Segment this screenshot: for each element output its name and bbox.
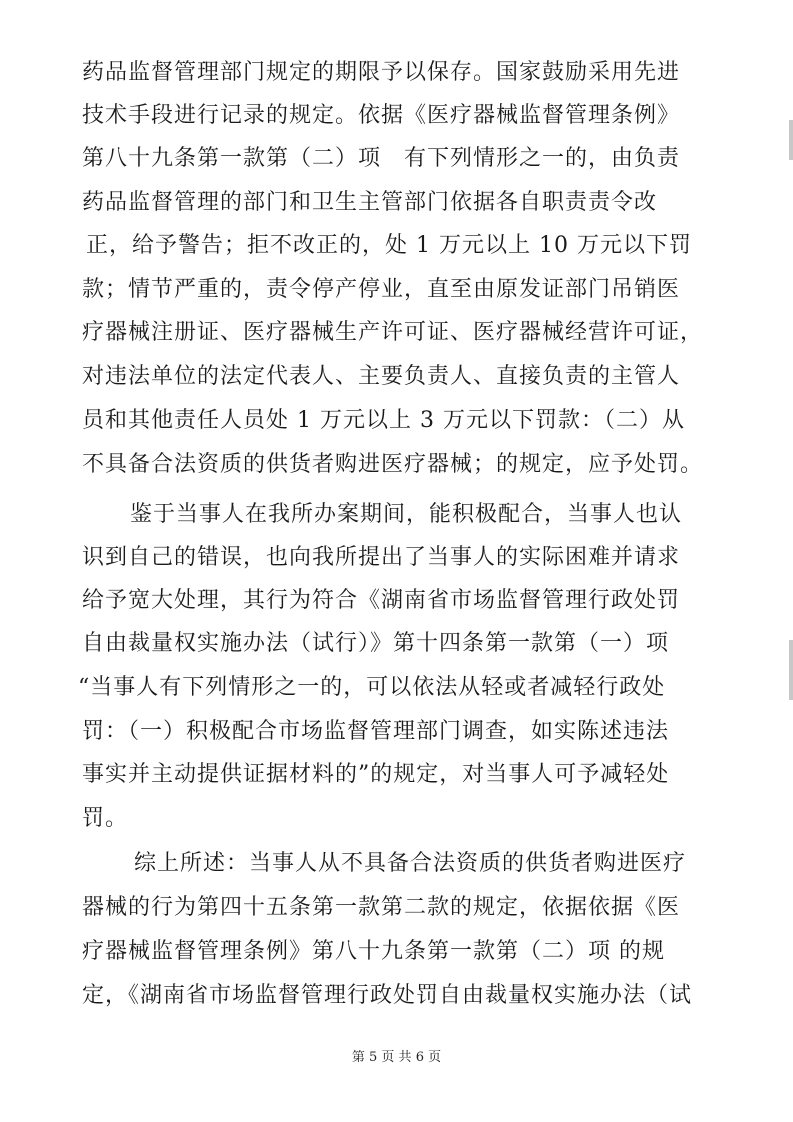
text-line: 药品监督管理部门规定的期限予以保存。国家鼓励采用先进: [82, 60, 681, 85]
text-line: 综上所述：当事人从不具备合法资质的供货者购进医疗: [134, 851, 687, 876]
text-line: 罚：（一）积极配合市场监督管理部门调查，如实陈述违法: [82, 719, 670, 744]
text-line: 疗器械监督管理条例》第八十九条第一款第（二）项 的规: [82, 939, 665, 964]
text-line: 款；情节严重的，责令停产停业，直至由原发证部门吊销医: [82, 277, 681, 302]
text-line: 自由裁量权实施办法（试行）》第十四条第一款第（一）项: [82, 631, 670, 656]
text-line: “当事人有下列情形之一的，可以依法从轻或者减轻行政处: [78, 675, 666, 700]
text-line: 识到自己的错误，也向我所提出了当事人的实际困难并请求: [82, 545, 681, 570]
text-line: 第八十九条第一款第（二）项 有下列情形之一的，由负责: [82, 146, 681, 171]
text-line: 技术手段进行记录的规定。依据《医疗器械监督管理条例》: [82, 103, 681, 128]
text-line: 对违法单位的法定代表人、主要负责人、直接负责的主管人: [82, 364, 681, 389]
text-line: 正，给予警告；拒不改正的，处 1 万元以上 10 万元以下罚: [86, 233, 692, 258]
text-line: 事实并主动提供证据材料的”的规定，对当事人可予减轻处: [82, 762, 670, 787]
scan-edge-mark: [789, 120, 793, 160]
text-line: 不具备合法资质的供货者购进医疗器械；的规定，应予处罚。: [82, 452, 704, 477]
text-line: 定，《湖南省市场监督管理行政处罚自由裁量权实施办法（试: [82, 983, 693, 1008]
text-line: 鉴于当事人在我所办案期间，能积极配合，当事人也认: [130, 502, 683, 527]
text-line: 员和其他责任人员处 1 万元以上 3 万元以下罚款：（二）从: [82, 408, 685, 433]
page-number: 第 5 页 共 6 页: [351, 1050, 442, 1065]
text-line: 药品监督管理的部门和卫生主管部门依据各自职责责令改: [82, 190, 658, 215]
text-line: 给予宽大处理，其行为符合《湖南省市场监督管理行政处罚: [82, 588, 681, 613]
text-line: 疗器械注册证、医疗器械生产许可证、医疗器械经营许可证，: [82, 320, 704, 345]
scan-edge-mark: [789, 640, 793, 700]
text-line: 器械的行为第四十五条第一款第二款的规定，依据依据《医: [82, 895, 681, 920]
text-line: 罚。: [82, 806, 129, 831]
